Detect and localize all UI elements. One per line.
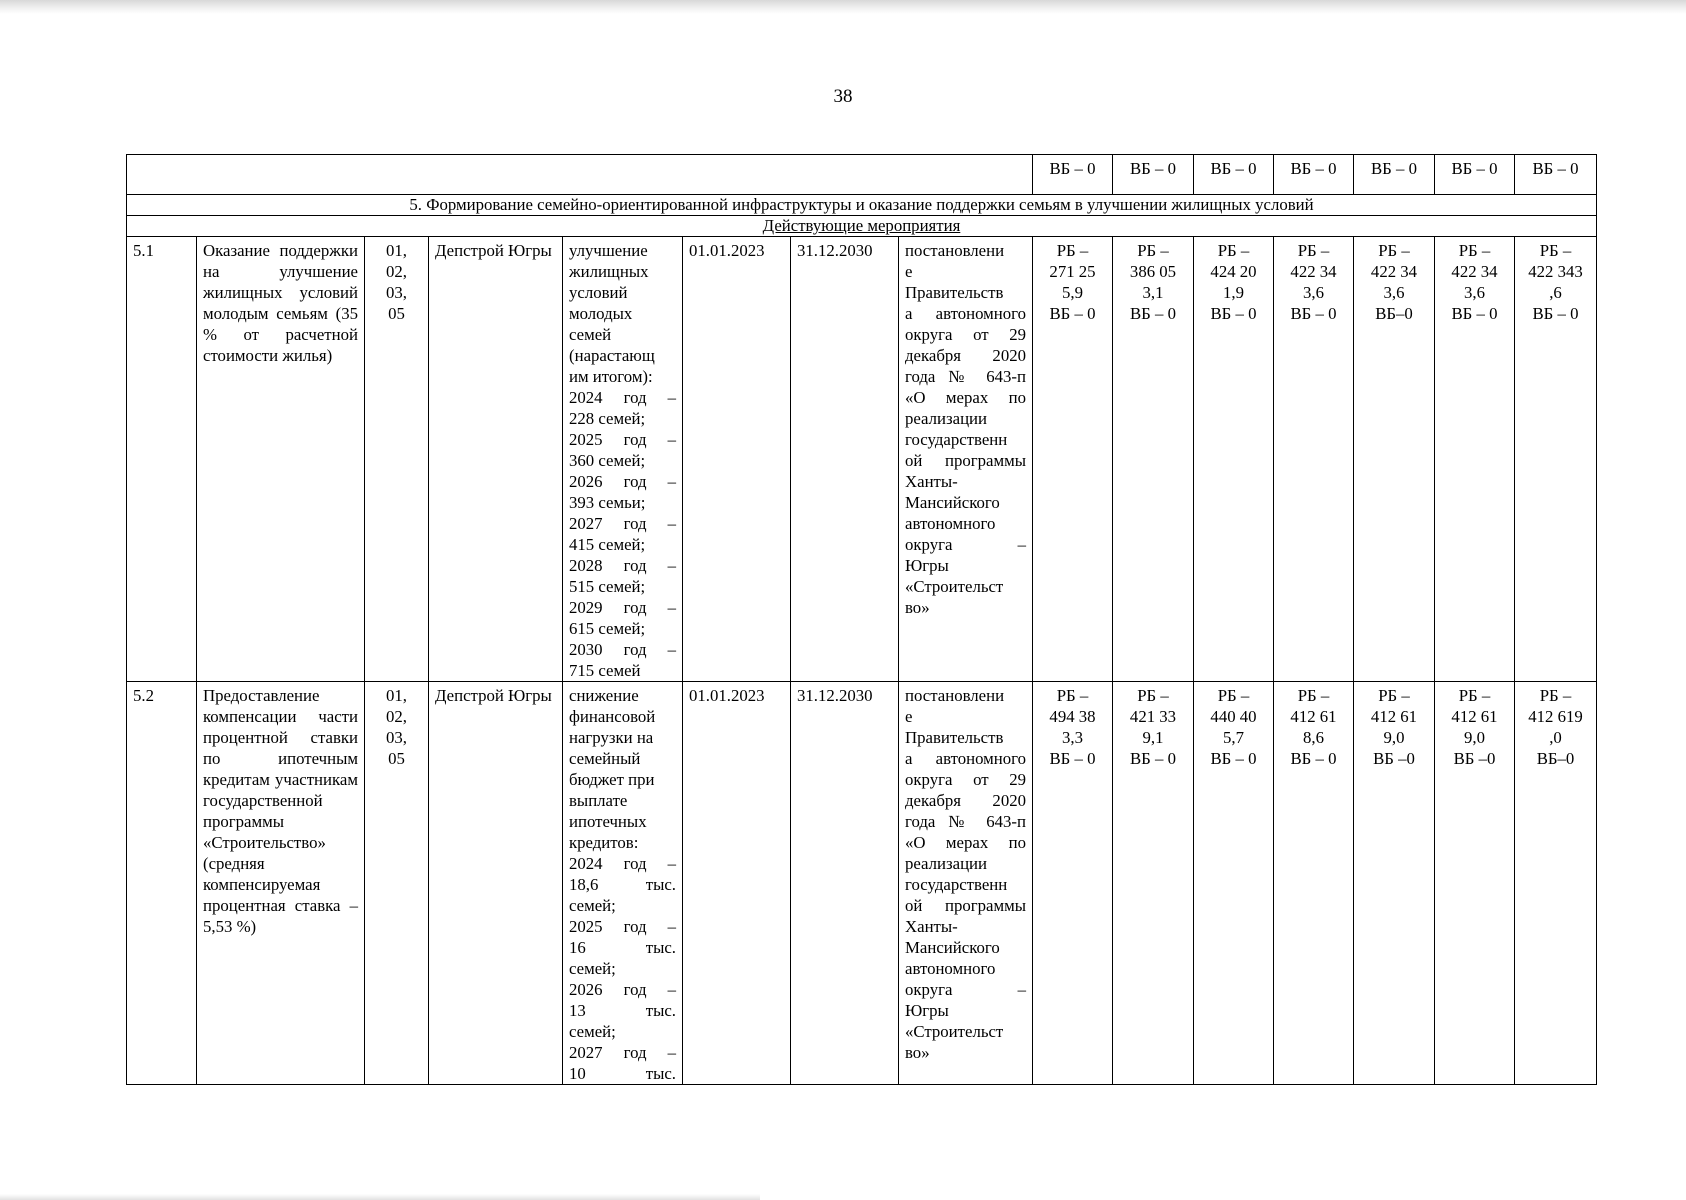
indicator-year-line: 13 тыс.: [569, 1001, 676, 1020]
legal-basis-line: реализации: [905, 854, 988, 873]
cell-line: 424 20: [1210, 262, 1257, 281]
legal-basis-line: е: [905, 262, 913, 281]
indicator-year-line: 2027 год –: [569, 1043, 676, 1062]
cell-line: жилищных: [569, 262, 649, 281]
legal-basis-line: округа от 29: [905, 325, 1026, 344]
legal-basis-line: Ханты-: [905, 472, 958, 491]
cell-line: финансовой: [569, 707, 656, 726]
indicator-year-line: семей;: [569, 959, 616, 978]
measure-indicator: [563, 682, 683, 1085]
funding-cell: [1354, 237, 1435, 682]
scan-edge-bottom: [0, 1194, 760, 1200]
measure-indicator: [563, 237, 683, 682]
cell-line: ипотечных: [569, 812, 647, 831]
cell-line: снижение: [569, 686, 639, 705]
indicator-year-line: 2028 год –: [569, 556, 676, 575]
legal-basis-line: во»: [905, 598, 930, 617]
cell-line: ВБ –0: [1373, 749, 1415, 768]
legal-basis: [899, 682, 1033, 1085]
measure-executor: Депстрой Югры: [429, 682, 563, 1085]
legal-basis-line: «О мерах по: [905, 833, 1026, 852]
cell-line: кредитов:: [569, 833, 639, 852]
measure-codes: [365, 237, 429, 682]
cell-line: 05: [388, 304, 405, 323]
legal-basis-line: а автономного: [905, 304, 1026, 323]
legal-basis-line: государственн: [905, 875, 1008, 894]
indicator-year-line: 16 тыс.: [569, 938, 676, 957]
cell-line: 412 61: [1290, 707, 1337, 726]
legal-basis-line: декабря 2020: [905, 791, 1026, 810]
cell-line: 422 34: [1451, 262, 1498, 281]
empty-merged-cell: [127, 155, 1033, 195]
cell-line: РБ –: [1378, 241, 1410, 260]
legal-basis-line: «Строительст: [905, 577, 1004, 596]
legal-basis-line: Мансийского: [905, 938, 1000, 957]
funding-cell: ВБ – 0: [1435, 155, 1515, 195]
cell-line: 01,: [386, 686, 407, 705]
cell-line: ВБ – 0: [1049, 304, 1096, 323]
legal-basis-line: Ханты-: [905, 917, 958, 936]
legal-basis-line: года № 643-п: [905, 812, 1026, 831]
cell-line: улучшение: [569, 241, 648, 260]
cell-line: нагрузки на: [569, 728, 654, 747]
legal-basis-line: автономного: [905, 514, 996, 533]
cell-line: выплате: [569, 791, 628, 810]
funding-cell: ВБ – 0: [1515, 155, 1597, 195]
cell-line: РБ –: [1378, 686, 1410, 705]
funding-cell: [1033, 237, 1113, 682]
indicator-year-line: 2025 год –: [569, 430, 676, 449]
cell-line: РБ –: [1056, 241, 1089, 260]
measure-name: Оказание поддержки на улучшение жилищных условий молодым семьям (35 % от расчетной стоимости жилья): [197, 237, 365, 682]
measures-table: [126, 154, 1597, 1085]
cell-line: 422 34: [1370, 262, 1418, 281]
cell-line: 5,7: [1223, 728, 1244, 747]
cell-line: 1,9: [1223, 283, 1244, 302]
funding-cell: [1033, 682, 1113, 1085]
indicator-year-line: 2027 год –: [569, 514, 676, 533]
scan-edge-top: [0, 0, 1686, 14]
legal-basis-line: во»: [905, 1043, 930, 1062]
cell-line: 02,: [386, 262, 407, 281]
indicator-years: [569, 853, 676, 1084]
funding-cell: [1515, 682, 1597, 1085]
cell-line: ВБ – 0: [1210, 304, 1257, 323]
funding-cell: [1435, 237, 1515, 682]
indicator-year-line: 415 семей;: [569, 535, 646, 554]
legal-basis-line: постановлени: [905, 686, 1005, 705]
cell-line: ВБ – 0: [1451, 304, 1498, 323]
cell-line: 9,0: [1383, 728, 1405, 747]
legal-basis-line: округа –: [905, 980, 1026, 999]
funding-cell: [1354, 682, 1435, 1085]
cell-line: 02,: [386, 707, 407, 726]
cell-line: ВБ – 0: [1129, 749, 1176, 768]
cell-line: ВБ – 0: [1290, 304, 1337, 323]
subsection-title-row: [127, 216, 1597, 237]
cell-line: ВБ – 0: [1290, 749, 1337, 768]
indicator-year-line: 2026 год –: [569, 980, 676, 999]
cell-line: 412 61: [1370, 707, 1418, 726]
legal-basis-line: ой программы: [905, 896, 1026, 915]
cell-line: 9,1: [1142, 728, 1164, 747]
funding-cell: [1194, 237, 1274, 682]
funding-cell: ВБ – 0: [1354, 155, 1435, 195]
legal-basis-line: постановлени: [905, 241, 1005, 260]
legal-basis-line: Югры: [905, 1001, 949, 1020]
cell-line: им итогом):: [569, 367, 653, 386]
cell-line: 440 40: [1210, 707, 1257, 726]
funding-cell: ВБ – 0: [1033, 155, 1113, 195]
cell-line: 3,3: [1062, 728, 1083, 747]
funding-cell: ВБ – 0: [1274, 155, 1354, 195]
measure-name: Предоставление компенсации части процентной ставки по ипотечным кредитам участникам государственной программы «Строительство» (средняя компенсируемая процентная ставка – 5,53 %): [197, 682, 365, 1085]
cell-line: (нарастающ: [569, 346, 655, 365]
cell-line: 386 05: [1129, 262, 1177, 281]
indicator-head: [569, 685, 676, 853]
indicator-year-line: 10 тыс.: [569, 1064, 676, 1083]
cell-line: ВБ–0: [1536, 749, 1575, 768]
legal-basis-line: реализации: [905, 409, 988, 428]
funding-cell: [1194, 682, 1274, 1085]
legal-basis-line: Правительств: [905, 283, 1004, 302]
funding-cell: ВБ – 0: [1194, 155, 1274, 195]
cell-line: РБ –: [1217, 686, 1250, 705]
page-number: 38: [833, 86, 853, 107]
section-title: 5. Формирование семейно-ориентированной инфраструктуры и оказание поддержки семьям в улучшении жилищных условий: [127, 195, 1597, 216]
cell-line: 01,: [386, 241, 407, 260]
cell-line: РБ –: [1137, 686, 1169, 705]
funding-cell: [1435, 682, 1515, 1085]
legal-basis-line: округа от 29: [905, 770, 1026, 789]
legal-basis-line: ой программы: [905, 451, 1026, 470]
cell-line: 421 33: [1129, 707, 1177, 726]
legal-basis-line: Югры: [905, 556, 949, 575]
legal-basis-line: е: [905, 707, 913, 726]
cell-line: 03,: [386, 728, 407, 747]
cell-line: 05: [388, 749, 405, 768]
start-date: 01.01.2023: [683, 237, 791, 682]
cell-line: РБ –: [1137, 241, 1169, 260]
legal-basis-line: года № 643-п: [905, 367, 1026, 386]
cell-line: РБ –: [1539, 686, 1572, 705]
cell-line: ,6: [1549, 283, 1562, 302]
indicator-year-line: 515 семей;: [569, 577, 646, 596]
end-date: 31.12.2030: [791, 237, 899, 682]
cell-line: ,0: [1549, 728, 1562, 747]
indicator-head: [569, 240, 676, 387]
funding-cell: [1274, 682, 1354, 1085]
indicator-year-line: 18,6 тыс.: [569, 875, 676, 894]
measure-number: 5.1: [127, 237, 197, 682]
cell-line: 8,6: [1303, 728, 1324, 747]
cell-line: 3,6: [1464, 283, 1485, 302]
cell-line: РБ –: [1458, 241, 1491, 260]
funding-cell: [1515, 237, 1597, 682]
table-row: [127, 682, 1597, 1085]
legal-basis-line: «О мерах по: [905, 388, 1026, 407]
cell-line: РБ –: [1458, 686, 1491, 705]
indicator-year-line: 393 семьи;: [569, 493, 646, 512]
measure-number: 5.2: [127, 682, 197, 1085]
indicator-years: [569, 387, 676, 681]
legal-basis: [899, 237, 1033, 682]
section-title-row: [127, 195, 1597, 216]
indicator-year-line: семей;: [569, 1022, 616, 1041]
cell-line: семей: [569, 325, 612, 344]
cell-line: ВБ–0: [1375, 304, 1413, 323]
cell-line: молодых: [569, 304, 633, 323]
cell-line: 494 38: [1049, 707, 1096, 726]
cell-line: бюджет при: [569, 770, 655, 789]
cell-line: 3,6: [1303, 283, 1324, 302]
subsection-title: Действующие мероприятия: [127, 216, 1597, 237]
legal-basis-line: округа –: [905, 535, 1026, 554]
cell-line: 412 61: [1451, 707, 1498, 726]
cell-line: РБ –: [1297, 241, 1330, 260]
indicator-year-line: 615 семей;: [569, 619, 646, 638]
cell-line: РБ –: [1217, 241, 1250, 260]
indicator-year-line: 360 семей;: [569, 451, 646, 470]
legal-basis-line: Правительств: [905, 728, 1004, 747]
indicator-year-line: 2026 год –: [569, 472, 676, 491]
cell-line: 3,6: [1383, 283, 1405, 302]
cell-line: 271 25: [1049, 262, 1096, 281]
indicator-year-line: 2025 год –: [569, 917, 676, 936]
indicator-year-line: 2024 год –: [569, 388, 676, 407]
funding-cell: [1274, 237, 1354, 682]
cell-line: ВБ – 0: [1210, 749, 1257, 768]
cell-line: РБ –: [1297, 686, 1330, 705]
cell-line: условий: [569, 283, 628, 302]
cell-line: РБ –: [1539, 241, 1572, 260]
funding-cell: ВБ – 0: [1113, 155, 1194, 195]
cell-line: РБ –: [1056, 686, 1089, 705]
table-row: [127, 237, 1597, 682]
legal-basis-line: Мансийского: [905, 493, 1000, 512]
legal-basis-line: а автономного: [905, 749, 1026, 768]
cell-line: 422 34: [1290, 262, 1337, 281]
measure-codes: [365, 682, 429, 1085]
continued-funding-row: [127, 155, 1597, 195]
cell-line: семейный: [569, 749, 641, 768]
cell-line: 422 343: [1528, 262, 1583, 281]
indicator-year-line: 2030 год –: [569, 640, 676, 659]
legal-basis-line: «Строительст: [905, 1022, 1004, 1041]
funding-cell: [1113, 237, 1194, 682]
indicator-year-line: 228 семей;: [569, 409, 646, 428]
cell-line: 5,9: [1062, 283, 1083, 302]
indicator-year-line: 715 семей: [569, 661, 641, 680]
cell-line: 412 619: [1528, 707, 1583, 726]
indicator-year-line: 2029 год –: [569, 598, 676, 617]
cell-line: ВБ –0: [1453, 749, 1496, 768]
legal-basis-line: автономного: [905, 959, 996, 978]
cell-line: ВБ – 0: [1129, 304, 1176, 323]
funding-cell: [1113, 682, 1194, 1085]
legal-basis-line: декабря 2020: [905, 346, 1026, 365]
measure-executor: Депстрой Югры: [429, 237, 563, 682]
cell-line: ВБ – 0: [1532, 304, 1579, 323]
cell-line: ВБ – 0: [1049, 749, 1096, 768]
start-date: 01.01.2023: [683, 682, 791, 1085]
end-date: 31.12.2030: [791, 682, 899, 1085]
indicator-year-line: 2024 год –: [569, 854, 676, 873]
legal-basis-line: государственн: [905, 430, 1008, 449]
indicator-year-line: семей;: [569, 896, 616, 915]
cell-line: 3,1: [1142, 283, 1164, 302]
cell-line: 03,: [386, 283, 407, 302]
cell-line: 9,0: [1464, 728, 1485, 747]
